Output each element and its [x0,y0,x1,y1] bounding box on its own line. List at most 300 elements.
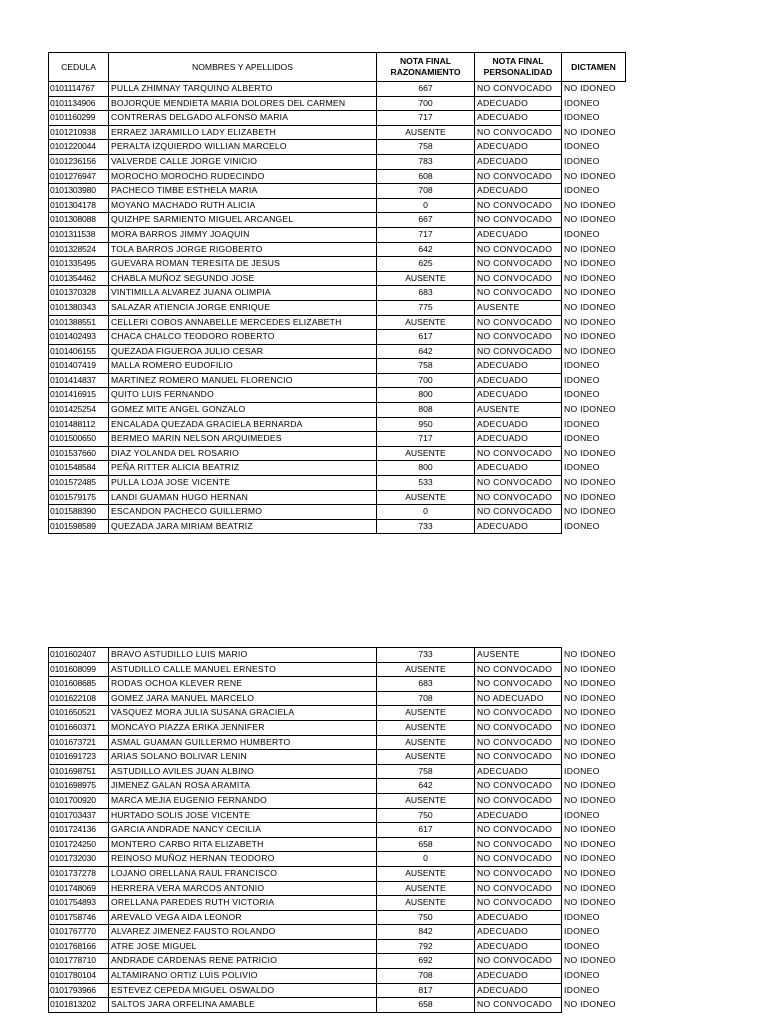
personalidad-cell: ADECUADO [475,154,562,169]
razonamiento-cell: 642 [377,242,475,257]
personalidad-cell: ADECUADO [475,983,562,998]
dictamen-cell: NO IDONEO [562,779,626,794]
dictamen-cell: NO IDONEO [562,125,626,140]
table-row [49,344,626,359]
dictamen-cell: NO IDONEO [562,505,626,520]
nombre-cell: LANDI GUAMAN HUGO HERNAN [109,490,377,505]
razonamiento-cell: AUSENTE [377,490,475,505]
nombre-cell: ESCANDON PACHECO GUILLERMO [109,505,377,520]
dictamen-cell: IDONEO [562,432,626,447]
personalidad-cell: NO CONVOCADO [475,490,562,505]
nombre-cell: MARCA MEJIA EUGENIO FERNANDO [109,793,377,808]
nombre-cell: MONCAYO PIAZZA ERIKA JENNIFER [109,720,377,735]
razonamiento-cell: 708 [377,184,475,199]
dictamen-cell: IDONEO [562,388,626,403]
table-row [49,242,626,257]
personalidad-cell: ADECUADO [475,969,562,984]
cedula-cell: 0101700920 [49,793,109,808]
razonamiento-cell: AUSENTE [377,735,475,750]
table-row [49,779,626,794]
dictamen-cell: IDONEO [562,983,626,998]
dictamen-cell: NO IDONEO [562,837,626,852]
razonamiento-cell: 642 [377,344,475,359]
dictamen-cell: IDONEO [562,184,626,199]
dictamen-cell: IDONEO [562,519,626,534]
table-row [49,432,626,447]
header-personalidad-line1: NOTA FINAL [492,56,544,66]
dictamen-cell: NO IDONEO [562,691,626,706]
personalidad-cell: NO CONVOCADO [475,315,562,330]
header-nombres: NOMBRES Y APELLIDOS [109,53,377,82]
personalidad-cell: NO CONVOCADO [475,271,562,286]
cedula-cell: 0101724136 [49,823,109,838]
dictamen-cell: NO IDONEO [562,476,626,491]
personalidad-cell: NO ADECUADO [475,691,562,706]
cedula-cell: 0101780104 [49,969,109,984]
nombre-cell: PEÑA RITTER ALICIA BEATRIZ [109,461,377,476]
cedula-cell: 0101425254 [49,403,109,418]
razonamiento-cell: 658 [377,998,475,1013]
razonamiento-cell: 0 [377,852,475,867]
nombre-cell: VALVERDE CALLE JORGE VINICIO [109,154,377,169]
personalidad-cell: NO CONVOCADO [475,720,562,735]
dictamen-cell: IDONEO [562,373,626,388]
nombre-cell: ATRE JOSE MIGUEL [109,939,377,954]
personalidad-cell: NO CONVOCADO [475,735,562,750]
cedula-cell: 0101572485 [49,476,109,491]
header-dictamen: DICTAMEN [562,53,626,82]
nombre-cell: CELLERI COBOS ANNABELLE MERCEDES ELIZABETH [109,315,377,330]
dictamen-cell: NO IDONEO [562,257,626,272]
table-row [49,983,626,998]
razonamiento-cell: 642 [377,779,475,794]
dictamen-cell: NO IDONEO [562,954,626,969]
header-razonamiento-line2: RAZONAMIENTO [390,67,461,77]
nombre-cell: ARIAS SOLANO BOLIVAR LENIN [109,750,377,765]
nombre-cell: QUEZADA JARA MIRIAM BEATRIZ [109,519,377,534]
personalidad-cell: NO CONVOCADO [475,213,562,228]
table-row [49,461,626,476]
razonamiento-cell: 775 [377,300,475,315]
personalidad-cell: NO CONVOCADO [475,823,562,838]
nombre-cell: JIMENEZ GALAN ROSA ARAMITA [109,779,377,794]
dictamen-cell: NO IDONEO [562,286,626,301]
nombre-cell: PACHECO TIMBE ESTHELA MARIA [109,184,377,199]
razonamiento-cell: 817 [377,983,475,998]
dictamen-cell: NO IDONEO [562,648,626,663]
nombre-cell: CHABLA MUÑOZ SEGUNDO JOSE [109,271,377,286]
table-row [49,720,626,735]
personalidad-cell: NO CONVOCADO [475,242,562,257]
table-row [49,169,626,184]
nombre-cell: TOLA BARROS JORGE RIGOBERTO [109,242,377,257]
razonamiento-cell: 667 [377,82,475,97]
personalidad-cell: ADECUADO [475,417,562,432]
table-row [49,373,626,388]
personalidad-cell: NO CONVOCADO [475,896,562,911]
dictamen-cell: NO IDONEO [562,330,626,345]
table-row [49,823,626,838]
table-row [49,969,626,984]
dictamen-cell: NO IDONEO [562,823,626,838]
dictamen-cell: NO IDONEO [562,490,626,505]
cedula-cell: 0101588390 [49,505,109,520]
cedula-cell: 0101660371 [49,720,109,735]
table-2-body [49,648,626,1013]
cedula-cell: 0101703437 [49,808,109,823]
razonamiento-cell: 792 [377,939,475,954]
cedula-cell: 0101622108 [49,691,109,706]
razonamiento-cell: 800 [377,388,475,403]
cedula-cell: 0101328524 [49,242,109,257]
dictamen-cell: NO IDONEO [562,677,626,692]
dictamen-cell: NO IDONEO [562,315,626,330]
table-row [49,388,626,403]
personalidad-cell: NO CONVOCADO [475,706,562,721]
razonamiento-cell: 708 [377,969,475,984]
personalidad-cell: AUSENTE [475,403,562,418]
nombre-cell: QUEZADA FIGUEROA JULIO CESAR [109,344,377,359]
dictamen-cell: IDONEO [562,461,626,476]
nombre-cell: RODAS OCHOA KLEVER RENE [109,677,377,692]
dictamen-cell: NO IDONEO [562,344,626,359]
table-row [49,750,626,765]
razonamiento-cell: 533 [377,476,475,491]
razonamiento-cell: AUSENTE [377,750,475,765]
table-header-row [49,53,626,82]
table-row [49,648,626,663]
table-row [49,793,626,808]
personalidad-cell: ADECUADO [475,140,562,155]
dictamen-cell: NO IDONEO [562,271,626,286]
personalidad-cell: ADECUADO [475,96,562,111]
nombre-cell: GUEVARA ROMAN TERESITA DE JESUS [109,257,377,272]
cedula-cell: 0101724250 [49,837,109,852]
table-row [49,286,626,301]
razonamiento-cell: 733 [377,519,475,534]
dictamen-cell: NO IDONEO [562,213,626,228]
table-row [49,691,626,706]
nombre-cell: LOJANO ORELLANA RAUL FRANCISCO [109,866,377,881]
table-row [49,140,626,155]
personalidad-cell: NO CONVOCADO [475,750,562,765]
table-row [49,939,626,954]
cedula-cell: 0101548584 [49,461,109,476]
razonamiento-cell: 950 [377,417,475,432]
razonamiento-cell: 758 [377,764,475,779]
cedula-cell: 0101308088 [49,213,109,228]
personalidad-cell: ADECUADO [475,910,562,925]
header-cedula: CEDULA [49,53,109,82]
personalidad-cell: NO CONVOCADO [475,881,562,896]
cedula-cell: 0101768166 [49,939,109,954]
personalidad-cell: NO CONVOCADO [475,286,562,301]
table-row [49,184,626,199]
nombre-cell: MONTERO CARBO RITA ELIZABETH [109,837,377,852]
personalidad-cell: NO CONVOCADO [475,82,562,97]
table-row [49,735,626,750]
personalidad-cell: ADECUADO [475,939,562,954]
personalidad-cell: NO CONVOCADO [475,998,562,1013]
razonamiento-cell: 708 [377,691,475,706]
personalidad-cell: NO CONVOCADO [475,837,562,852]
results-table-2 [48,647,626,1013]
razonamiento-cell: 733 [377,648,475,663]
personalidad-cell: ADECUADO [475,184,562,199]
table-row [49,490,626,505]
razonamiento-cell: AUSENTE [377,720,475,735]
nombre-cell: SALAZAR ATIENCIA JORGE ENRIQUE [109,300,377,315]
dictamen-cell: IDONEO [562,939,626,954]
table-row [49,300,626,315]
razonamiento-cell: 717 [377,227,475,242]
dictamen-cell: NO IDONEO [562,896,626,911]
razonamiento-cell: AUSENTE [377,793,475,808]
cedula-cell: 0101304178 [49,198,109,213]
cedula-cell: 0101778710 [49,954,109,969]
cedula-cell: 0101160299 [49,111,109,126]
table-row [49,315,626,330]
razonamiento-cell: AUSENTE [377,881,475,896]
nombre-cell: ASTUDILLO CALLE MANUEL ERNESTO [109,662,377,677]
nombre-cell: MOROCHO MOROCHO RUDECINDO [109,169,377,184]
dictamen-cell: IDONEO [562,154,626,169]
dictamen-cell: NO IDONEO [562,720,626,735]
personalidad-cell: ADECUADO [475,388,562,403]
nombre-cell: VINTIMILLA ALVAREZ JUANA OLIMPIA [109,286,377,301]
dictamen-cell: NO IDONEO [562,866,626,881]
personalidad-cell: NO CONVOCADO [475,662,562,677]
nombre-cell: PULLA LOJA JOSE VICENTE [109,476,377,491]
razonamiento-cell: 808 [377,403,475,418]
nombre-cell: ERRAEZ JARAMILLO LADY ELIZABETH [109,125,377,140]
table-row [49,213,626,228]
razonamiento-cell: 617 [377,823,475,838]
table-row [49,910,626,925]
personalidad-cell: ADECUADO [475,925,562,940]
nombre-cell: DIAZ YOLANDA DEL ROSARIO [109,446,377,461]
nombre-cell: BOJORQUE MENDIETA MARIA DOLORES DEL CARMEN [109,96,377,111]
cedula-cell: 0101579175 [49,490,109,505]
table-row [49,227,626,242]
dictamen-cell: NO IDONEO [562,735,626,750]
cedula-cell: 0101813202 [49,998,109,1013]
results-table-1 [48,52,626,534]
table-row [49,257,626,272]
personalidad-cell: AUSENTE [475,648,562,663]
razonamiento-cell: 750 [377,808,475,823]
nombre-cell: MALLA ROMERO EUDOFILIO [109,359,377,374]
nombre-cell: ANDRADE CARDENAS RENE PATRICIO [109,954,377,969]
nombre-cell: GOMEZ JARA MANUEL MARCELO [109,691,377,706]
table-row [49,954,626,969]
cedula-cell: 0101210938 [49,125,109,140]
personalidad-cell: NO CONVOCADO [475,198,562,213]
nombre-cell: MORA BARROS JIMMY JOAQUIN [109,227,377,242]
razonamiento-cell: AUSENTE [377,271,475,286]
cedula-cell: 0101236156 [49,154,109,169]
personalidad-cell: NO CONVOCADO [475,330,562,345]
personalidad-cell: NO CONVOCADO [475,476,562,491]
nombre-cell: PERALTA IZQUIERDO WILLIAN MARCELO [109,140,377,155]
nombre-cell: HERRERA VERA MARCOS ANTONIO [109,881,377,896]
header-razonamiento-line1: NOTA FINAL [399,56,452,66]
cedula-cell: 0101402493 [49,330,109,345]
dictamen-cell: NO IDONEO [562,82,626,97]
razonamiento-cell: AUSENTE [377,896,475,911]
table-row [49,519,626,534]
nombre-cell: QUITO LUIS FERNANDO [109,388,377,403]
dictamen-cell: NO IDONEO [562,662,626,677]
razonamiento-cell: 758 [377,140,475,155]
dictamen-cell: NO IDONEO [562,403,626,418]
table-row [49,925,626,940]
dictamen-cell: NO IDONEO [562,169,626,184]
personalidad-cell: NO CONVOCADO [475,793,562,808]
nombre-cell: ASTUDILLO AVILES JUAN ALBINO [109,764,377,779]
cedula-cell: 0101220044 [49,140,109,155]
table-row [49,677,626,692]
cedula-cell: 0101335495 [49,257,109,272]
personalidad-cell: NO CONVOCADO [475,677,562,692]
cedula-cell: 0101698975 [49,779,109,794]
table-row [49,881,626,896]
cedula-cell: 0101388551 [49,315,109,330]
dictamen-cell: NO IDONEO [562,198,626,213]
razonamiento-cell: 758 [377,359,475,374]
dictamen-cell: IDONEO [562,359,626,374]
personalidad-cell: NO CONVOCADO [475,344,562,359]
cedula-cell: 0101754893 [49,896,109,911]
nombre-cell: ENCALADA QUEZADA GRACIELA BERNARDA [109,417,377,432]
razonamiento-cell: 683 [377,286,475,301]
razonamiento-cell: 700 [377,96,475,111]
personalidad-cell: ADECUADO [475,808,562,823]
nombre-cell: BRAVO ASTUDILLO LUIS MARIO [109,648,377,663]
dictamen-cell: IDONEO [562,417,626,432]
dictamen-cell: IDONEO [562,111,626,126]
nombre-cell: ALTAMIRANO ORTIZ LUIS POLIVIO [109,969,377,984]
nombre-cell: MARTINEZ ROMERO MANUEL FLORENCIO [109,373,377,388]
cedula-cell: 0101500650 [49,432,109,447]
table-row [49,403,626,418]
personalidad-cell: ADECUADO [475,359,562,374]
personalidad-cell: NO CONVOCADO [475,852,562,867]
personalidad-cell: ADECUADO [475,432,562,447]
dictamen-cell: NO IDONEO [562,300,626,315]
cedula-cell: 0101598589 [49,519,109,534]
razonamiento-cell: 617 [377,330,475,345]
dictamen-cell: NO IDONEO [562,446,626,461]
cedula-cell: 0101414837 [49,373,109,388]
cedula-cell: 0101311538 [49,227,109,242]
dictamen-cell: NO IDONEO [562,242,626,257]
table-row [49,417,626,432]
razonamiento-cell: 0 [377,505,475,520]
dictamen-cell: IDONEO [562,910,626,925]
table-row [49,82,626,97]
table-row [49,330,626,345]
cedula-cell: 0101767770 [49,925,109,940]
table-row [49,154,626,169]
personalidad-cell: ADECUADO [475,227,562,242]
personalidad-cell: NO CONVOCADO [475,779,562,794]
nombre-cell: AREVALO VEGA AIDA LEONOR [109,910,377,925]
cedula-cell: 0101691723 [49,750,109,765]
razonamiento-cell: 0 [377,198,475,213]
header-personalidad [475,53,562,82]
razonamiento-cell: 625 [377,257,475,272]
personalidad-cell: NO CONVOCADO [475,954,562,969]
nombre-cell: ESTEVEZ CEPEDA MIGUEL OSWALDO [109,983,377,998]
cedula-cell: 0101732030 [49,852,109,867]
table-row [49,446,626,461]
personalidad-cell: ADECUADO [475,519,562,534]
cedula-cell: 0101673721 [49,735,109,750]
table-row [49,198,626,213]
table-row [49,808,626,823]
dictamen-cell: IDONEO [562,925,626,940]
razonamiento-cell: 683 [377,677,475,692]
razonamiento-cell: 717 [377,111,475,126]
razonamiento-cell: 750 [377,910,475,925]
cedula-cell: 0101737278 [49,866,109,881]
nombre-cell: ALVAREZ JIMENEZ FAUSTO ROLANDO [109,925,377,940]
personalidad-cell: ADECUADO [475,764,562,779]
dictamen-cell: IDONEO [562,140,626,155]
razonamiento-cell: AUSENTE [377,315,475,330]
personalidad-cell: NO CONVOCADO [475,169,562,184]
cedula-cell: 0101407419 [49,359,109,374]
razonamiento-cell: 667 [377,213,475,228]
nombre-cell: VASQUEZ MORA JULIA SUSANA GRACIELA [109,706,377,721]
nombre-cell: CHACA CHALCO TEODORO ROBERTO [109,330,377,345]
table-row [49,998,626,1013]
dictamen-cell: NO IDONEO [562,706,626,721]
cedula-cell: 0101354462 [49,271,109,286]
nombre-cell: QUIZHPE SARMIENTO MIGUEL ARCANGEL [109,213,377,228]
dictamen-cell: IDONEO [562,227,626,242]
table-row [49,706,626,721]
razonamiento-cell: 692 [377,954,475,969]
dictamen-cell: NO IDONEO [562,793,626,808]
dictamen-cell: NO IDONEO [562,998,626,1013]
cedula-cell: 0101416915 [49,388,109,403]
dictamen-cell: IDONEO [562,96,626,111]
cedula-cell: 0101114767 [49,82,109,97]
personalidad-cell: NO CONVOCADO [475,866,562,881]
table-row [49,476,626,491]
cedula-cell: 0101602407 [49,648,109,663]
dictamen-cell: IDONEO [562,808,626,823]
nombre-cell: CONTRERAS DELGADO ALFONSO MARIA [109,111,377,126]
personalidad-cell: ADECUADO [475,461,562,476]
razonamiento-cell: 783 [377,154,475,169]
nombre-cell: BERMEO MARIN NELSON ARQUIMEDES [109,432,377,447]
razonamiento-cell: AUSENTE [377,866,475,881]
cedula-cell: 0101370328 [49,286,109,301]
header-razonamiento [377,53,475,82]
nombre-cell: MOYANO MACHADO RUTH ALICIA [109,198,377,213]
table-row [49,125,626,140]
razonamiento-cell: AUSENTE [377,125,475,140]
nombre-cell: REINOSO MUÑOZ HERNAN TEODORO [109,852,377,867]
table-row [49,96,626,111]
razonamiento-cell: AUSENTE [377,662,475,677]
nombre-cell: GOMEZ MITE ANGEL GONZALO [109,403,377,418]
razonamiento-cell: 800 [377,461,475,476]
table-row [49,271,626,286]
